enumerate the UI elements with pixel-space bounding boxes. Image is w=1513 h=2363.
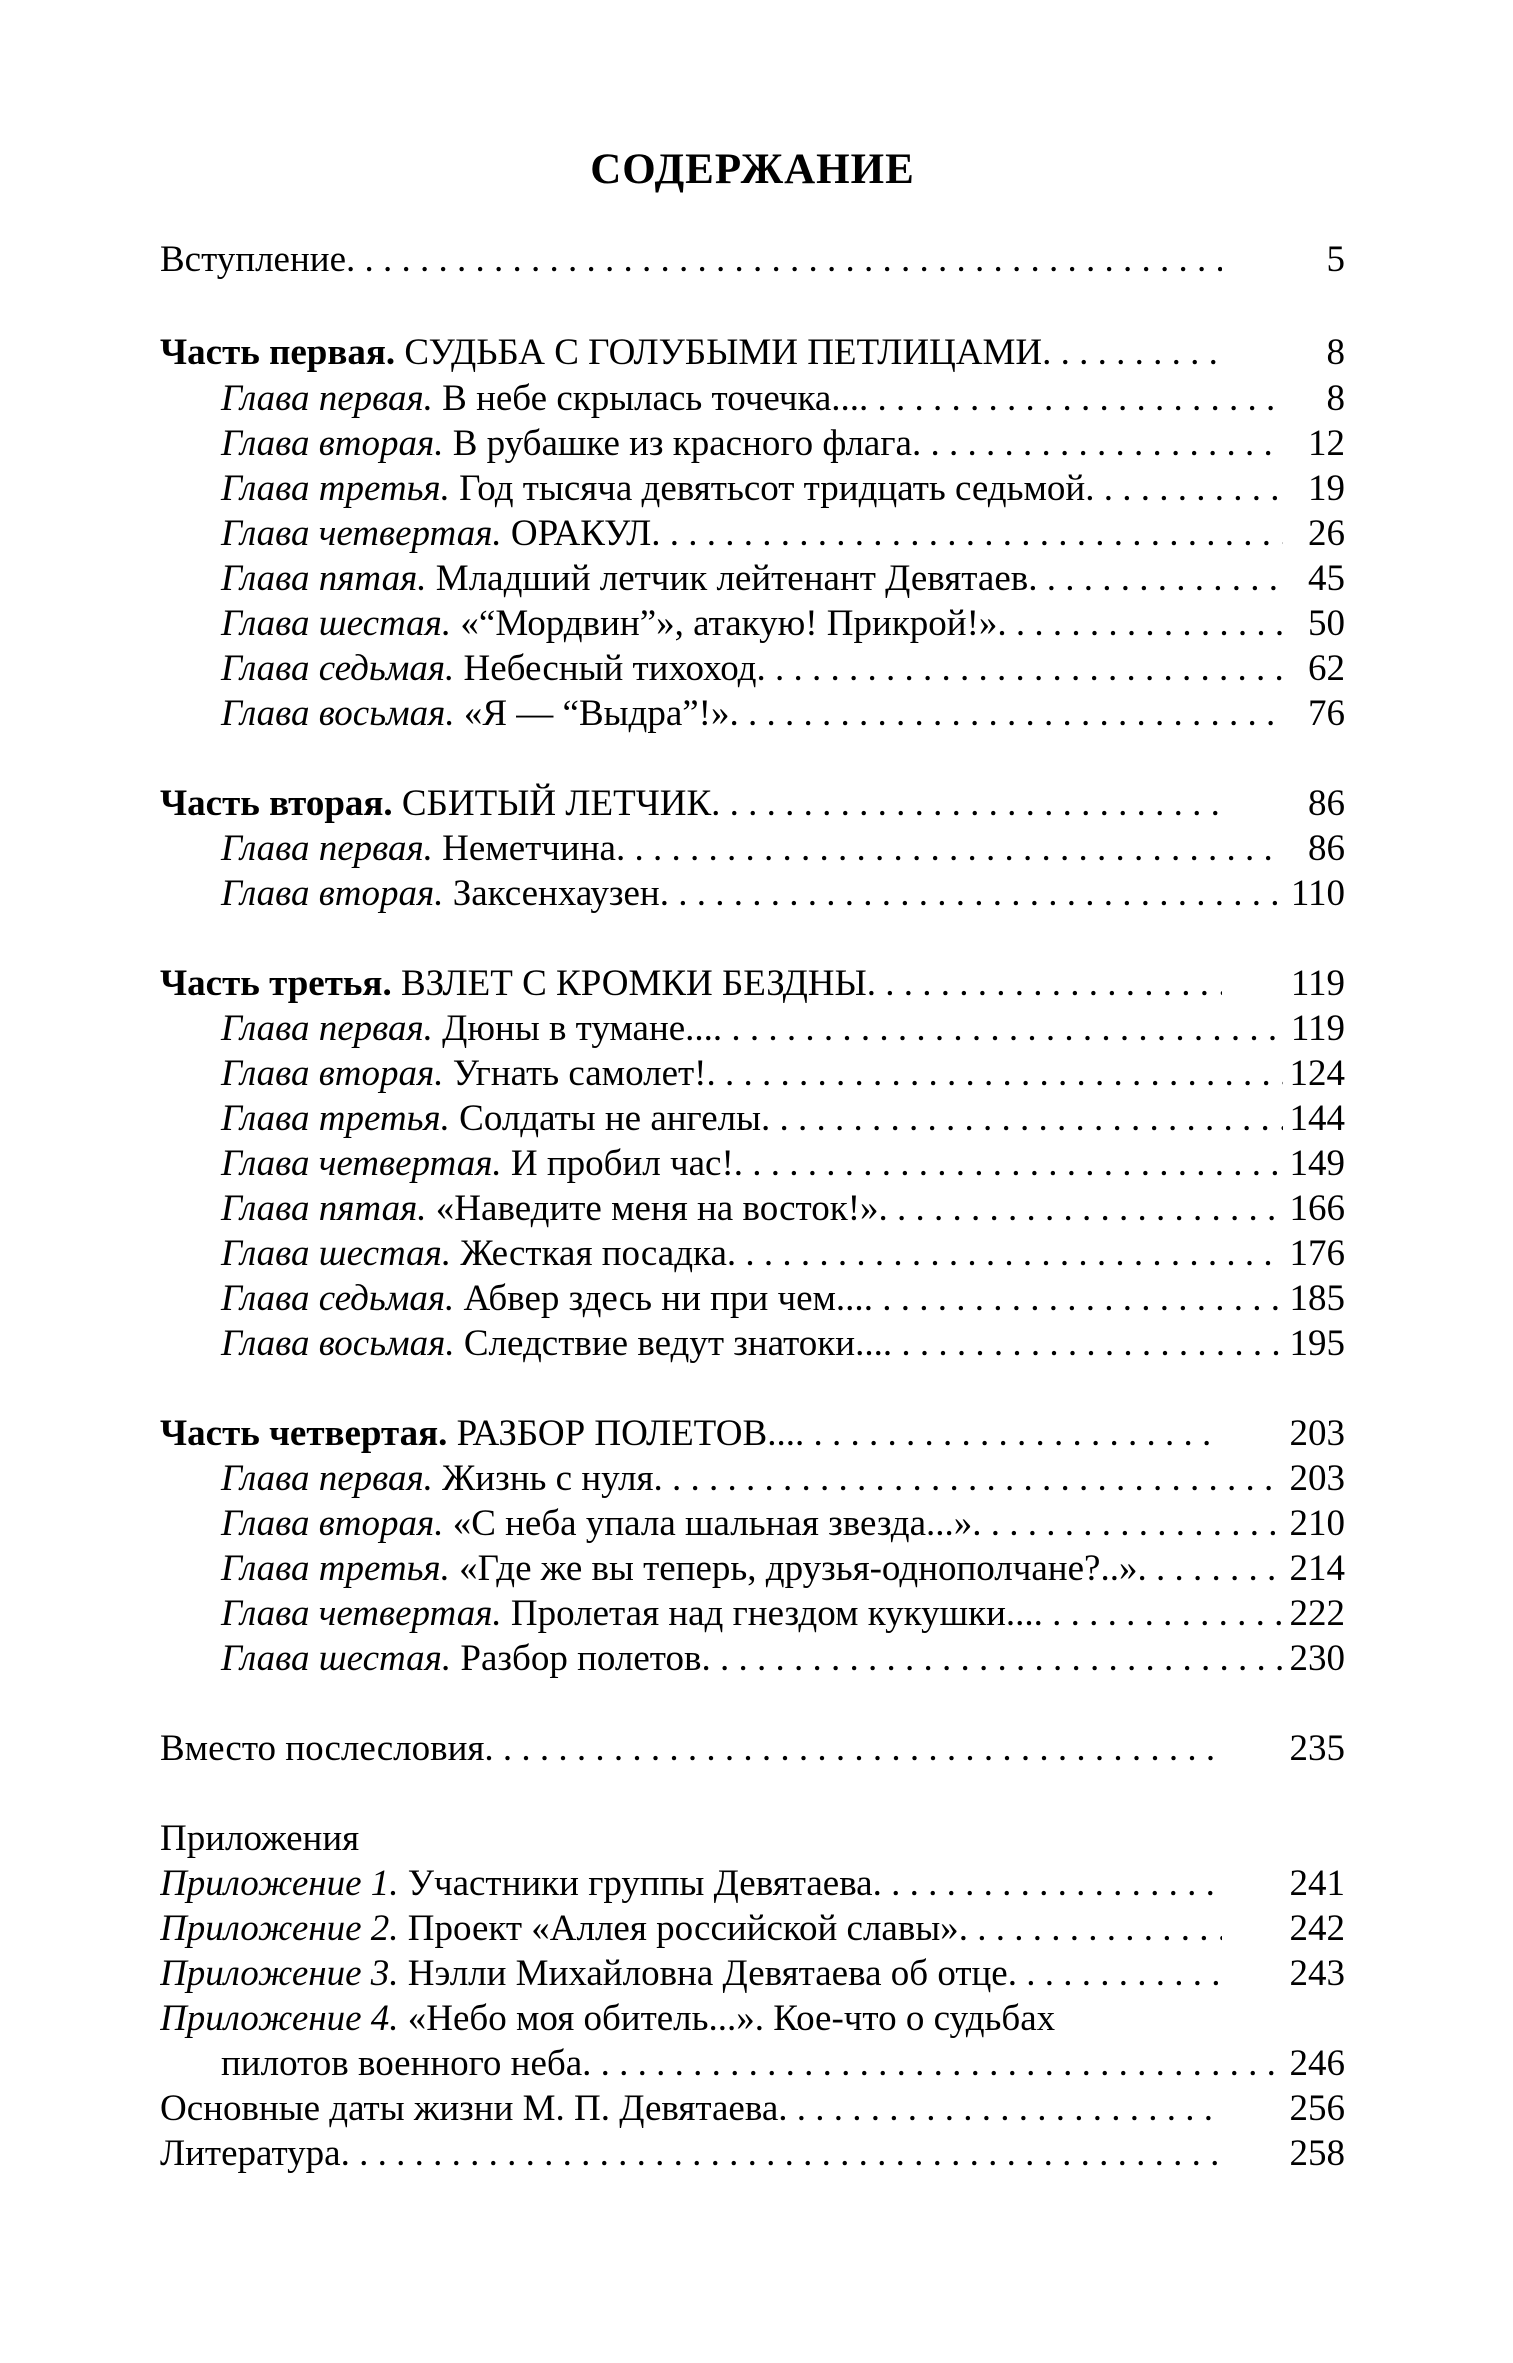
part-name: СУДЬБА С ГОЛУБЫМИ ПЕТЛИЦАМИ [404,332,1043,373]
chapter-prefix: Глава третья. [221,1548,450,1589]
page-number: 166 [1289,1188,1345,1229]
chapter-name: Жизнь с нуля [442,1458,654,1499]
toc-chapter[interactable] [160,1006,1345,1052]
toc-chapter[interactable] [160,556,1345,602]
chapter-name: В рубашке из красного флага [452,423,912,464]
chapter-name: Заксенхаузен [452,873,660,914]
page-number: 19 [1308,468,1345,509]
toc-chapter[interactable] [160,826,1345,872]
page-number: 203 [1289,1458,1345,1499]
entry-label: Литература [160,2133,341,2174]
appendix-prefix: Приложение 2. [160,1908,399,1949]
page-number: 26 [1308,513,1345,554]
page-number: 76 [1308,693,1345,734]
page-number: 8 [1326,332,1345,373]
page-number: 86 [1308,828,1345,869]
chapter-prefix: Глава вторая. [221,423,444,464]
page-number: 176 [1289,1233,1345,1274]
chapter-name: «Я — “Выдра”!» [463,693,730,734]
page-number: 8 [1326,378,1345,419]
page-number: 241 [1289,1863,1345,1904]
chapter-name: Небесный тихоход [463,648,757,689]
chapter-prefix: Глава восьмая. [221,693,455,734]
toc-entry-literature[interactable] [160,2131,1345,2177]
chapter-name: Солдаты не ангелы [459,1098,761,1139]
appendix-prefix: Приложение 4. [160,1998,399,2039]
page-number: 214 [1289,1548,1345,1589]
chapter-name: «“Мордвин”», атакую! Прикрой!» [460,603,998,644]
chapter-name: Следствие ведут знатоки... [463,1323,883,1364]
toc-chapter[interactable] [160,1636,1345,1682]
chapter-name: Жесткая посадка [460,1233,727,1274]
toc-appendix[interactable] [160,1906,1345,1952]
page-number: 119 [1290,963,1345,1004]
page-number: 242 [1289,1908,1345,1949]
chapter-prefix: Глава первая. [221,1008,433,1049]
chapter-name: «Где же вы теперь, друзья-однополчане?..» [459,1548,1138,1589]
part-name: РАЗБОР ПОЛЕТОВ... [456,1413,795,1454]
toc-chapter[interactable] [160,376,1345,422]
toc-chapter[interactable] [160,1321,1345,1367]
chapter-prefix: Глава первая. [221,828,433,869]
appendix-name-continuation: пилотов военного неба [221,2043,583,2084]
chapter-prefix: Глава вторая. [221,1053,444,1094]
toc-page [160,0,1345,2363]
toc-appendix-continuation[interactable] [160,2041,1345,2087]
chapter-name: И пробил час! [510,1143,734,1184]
toc-appendix[interactable] [160,1996,1345,2042]
toc-entry-dates[interactable] [160,2086,1345,2132]
chapter-prefix: Глава седьмая. [221,648,455,689]
page-number: 203 [1289,1413,1345,1454]
page-number: 230 [1289,1638,1345,1679]
page-number: 110 [1290,873,1345,914]
part-prefix: Часть четвертая. [160,1413,448,1454]
toc-chapter[interactable] [160,1186,1345,1232]
chapter-name: «С неба упала шальная звезда...» [452,1503,973,1544]
page-number: 258 [1289,2133,1345,2174]
appendix-prefix: Приложение 3. [160,1953,399,1994]
part-prefix: Часть первая. [160,332,396,373]
chapter-prefix: Глава вторая. [221,873,444,914]
chapter-name: Разбор полетов [460,1638,702,1679]
chapter-prefix: Глава шестая. [221,1233,452,1274]
chapter-name: Угнать самолет! [452,1053,707,1094]
appendix-name: Нэлли Михайловна Девятаева об отце [407,1953,1008,1994]
toc-chapter[interactable] [160,1546,1345,1592]
chapter-prefix: Глава четвертая. [221,1593,502,1634]
appendix-name: Участники группы Девятаева [407,1863,873,1904]
toc-part-3[interactable] [160,961,1345,1007]
page-number: 222 [1289,1593,1345,1634]
chapter-name: Абвер здесь ни при чем... [463,1278,864,1319]
page-number: 12 [1308,423,1345,464]
entry-label: Вместо послесловия [160,1728,485,1769]
toc-chapter[interactable] [160,871,1345,917]
toc-chapter[interactable] [160,1591,1345,1637]
chapter-name: Младший летчик лейтенант Девятаев [435,558,1029,599]
toc-chapter[interactable] [160,1141,1345,1187]
entry-label: Вступление [160,239,346,280]
appendix-name: «Небо моя обитель...». Кое-что о судьбах [407,1998,1056,2039]
page-number: 195 [1289,1323,1345,1364]
page-number: 246 [1289,2043,1345,2084]
chapter-prefix: Глава пятая. [221,1188,427,1229]
chapter-prefix: Глава восьмая. [221,1323,455,1364]
chapter-prefix: Глава четвертая. [221,1143,502,1184]
chapter-prefix: Глава шестая. [221,603,452,644]
page-number: 124 [1289,1053,1345,1094]
page-number: 210 [1289,1503,1345,1544]
toc-entry-intro[interactable] [160,237,1345,283]
toc-chapter[interactable] [160,511,1345,557]
page-number: 45 [1308,558,1345,599]
part-prefix: Часть вторая. [160,783,393,824]
entry-label: Основные даты жизни М. П. Девятаева [160,2088,779,2129]
chapter-prefix: Глава вторая. [221,1503,444,1544]
page-number: 235 [1289,1728,1345,1769]
chapter-name: Дюны в тумане... [442,1008,713,1049]
toc-title: СОДЕРЖАНИЕ [590,146,915,193]
chapter-prefix: Глава третья. [221,468,450,509]
part-name: ВЗЛЕТ С КРОМКИ БЕЗДНЫ [400,963,867,1004]
page-number: 144 [1289,1098,1345,1139]
chapter-prefix: Глава первая. [221,1458,433,1499]
toc-chapter[interactable] [160,466,1345,512]
toc-part-4[interactable] [160,1411,1345,1457]
appendix-prefix: Приложение 1. [160,1863,399,1904]
toc-appendix[interactable] [160,1861,1345,1907]
toc-part-2[interactable] [160,781,1345,827]
chapter-prefix: Глава шестая. [221,1638,452,1679]
chapter-prefix: Глава пятая. [221,558,427,599]
toc-chapter[interactable] [160,646,1345,692]
page-number: 62 [1308,648,1345,689]
toc-chapter[interactable] [160,1096,1345,1142]
toc-chapter[interactable] [160,1501,1345,1547]
page-number: 149 [1289,1143,1345,1184]
page-number: 5 [1326,239,1345,280]
part-name: СБИТЫЙ ЛЕТЧИК [401,783,712,824]
toc-chapter[interactable] [160,1276,1345,1322]
toc-chapter[interactable] [160,1051,1345,1097]
chapter-prefix: Глава первая. [221,378,433,419]
page-number: 119 [1290,1008,1345,1049]
chapter-prefix: Глава седьмая. [221,1278,455,1319]
page-number: 256 [1289,2088,1345,2129]
toc-chapter[interactable] [160,421,1345,467]
chapter-name: ОРАКУЛ [510,513,652,554]
toc-chapter[interactable] [160,1231,1345,1277]
chapter-name: Год тысяча девятьсот тридцать седьмой [459,468,1086,509]
page-number: 185 [1289,1278,1345,1319]
chapter-prefix: Глава четвертая. [221,513,502,554]
chapter-name: «Наведите меня на восток!» [435,1188,879,1229]
page-number: 86 [1308,783,1345,824]
toc-entry-afterword[interactable] [160,1726,1345,1772]
toc-appendix[interactable] [160,1951,1345,1997]
appendix-name: Проект «Аллея российской славы» [407,1908,959,1949]
appendices-heading: Приложения [160,1818,360,1859]
chapter-name: В небе скрылась точечка... [442,378,860,419]
chapter-name: Неметчина [442,828,616,869]
part-prefix: Часть третья. [160,963,392,1004]
toc-chapter[interactable] [160,1456,1345,1502]
chapter-prefix: Глава третья. [221,1098,450,1139]
page-number: 50 [1308,603,1345,644]
page-number: 243 [1289,1953,1345,1994]
toc-chapter[interactable] [160,601,1345,647]
toc-part-1[interactable] [160,330,1345,376]
chapter-name: Пролетая над гнездом кукушки... [510,1593,1034,1634]
toc-chapter[interactable] [160,691,1345,737]
